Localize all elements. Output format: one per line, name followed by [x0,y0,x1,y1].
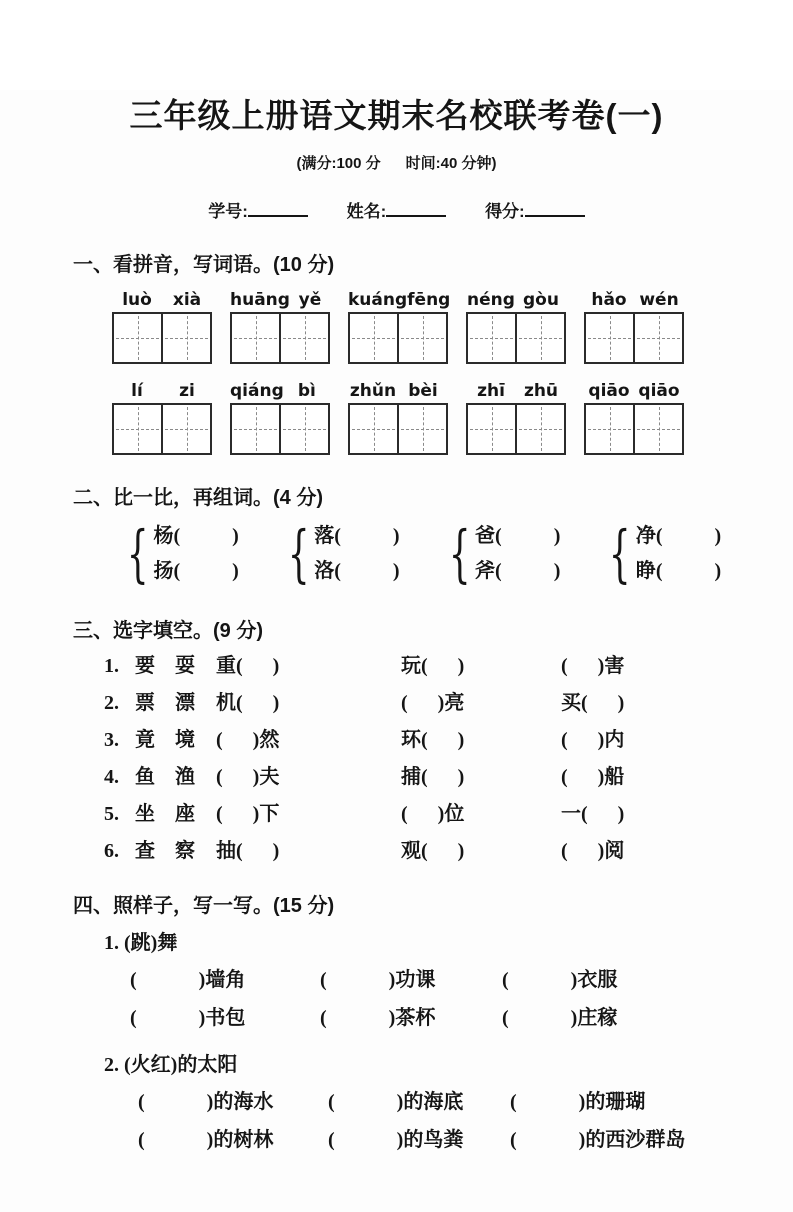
open-paren: ( [581,692,588,714]
pair-top [475,520,560,553]
fill-item [561,839,793,863]
fill-item [216,691,401,715]
close-paren: ) [198,1007,206,1029]
open-paren: ( [510,1091,517,1113]
fill-item [216,802,401,826]
pinyin-group [584,380,684,455]
open-paren: ( [655,560,663,582]
fill-row-4 [104,765,793,789]
close-paren: ) [553,525,561,547]
fill-item [561,802,793,826]
grid-cell[interactable] [515,314,564,362]
pair-bottom [314,555,399,588]
choice-char: 座 [175,803,195,825]
close-paren: ) [206,1129,214,1151]
row-number: 4. [104,766,119,788]
grid-cell[interactable] [232,314,279,362]
example-text: (火红)的太阳 [124,1054,238,1076]
phrase-item [328,1127,510,1154]
choice-char: 鱼 [135,766,155,788]
open-paren: ( [581,803,588,825]
open-paren: ( [502,1007,509,1029]
phrase-word: 墙角 [205,969,246,991]
section3-heading: 三、选字填空。(9 分) [73,620,263,642]
writing-grid[interactable] [348,312,448,364]
phrase-item [130,1005,320,1032]
phrase-row-1 [130,967,793,994]
item-post: 阅 [604,840,625,862]
choice-char: 耍 [175,655,195,677]
pair-column [475,520,560,588]
open-paren: ( [561,840,568,862]
open-paren: ( [495,560,502,582]
item-pre: 捕 [401,766,421,788]
brace-icon: { [448,516,471,590]
close-paren: ) [617,692,625,714]
close-paren: ) [457,840,465,862]
character: 斧 [475,560,496,582]
phrase-word: 的鸟粪 [403,1129,464,1151]
compare-pair [440,516,561,590]
fill-item [561,765,793,789]
open-paren: ( [216,766,223,788]
pinyin-group [348,289,451,364]
open-paren: ( [334,525,341,547]
close-paren: ) [437,803,445,825]
row-number: 2. [104,692,119,714]
open-paren: ( [328,1091,335,1113]
pair-bottom [475,555,560,588]
choice-char: 要 [135,655,155,677]
open-paren: ( [320,1007,327,1029]
phrase-item [320,1005,502,1032]
pinyin-syllable: luò [122,290,152,310]
phrase-row-2 [130,1005,793,1032]
row-number: 1. [104,655,119,677]
brace-icon: { [609,516,631,590]
character: 落 [314,525,335,547]
grid-cell[interactable] [468,405,515,453]
close-paren: ) [578,1129,586,1151]
open-paren: ( [216,803,223,825]
open-paren: ( [561,729,568,751]
open-paren: ( [138,1129,145,1151]
open-paren: ( [328,1129,335,1151]
open-paren: ( [502,969,509,991]
phrase-row-4 [138,1127,793,1154]
pinyin-syllable: zi [179,381,195,401]
pinyin-label [584,380,684,403]
pinyin-syllable: qiáng [230,381,284,401]
open-paren: ( [421,766,428,788]
open-paren: ( [561,766,568,788]
close-paren: ) [388,1007,396,1029]
grid-cell[interactable] [397,405,446,453]
open-paren: ( [138,1091,145,1113]
fill-item [401,654,561,678]
close-paren: ) [457,766,465,788]
writing-grid[interactable] [348,403,448,455]
choice-char: 坐 [135,803,155,825]
item-post: 位 [444,803,465,825]
student-info-row [0,197,793,222]
pinyin-group [466,289,566,364]
pair-column [636,520,721,588]
item-pre: 一 [561,803,581,825]
fill-row-2 [104,691,793,715]
pinyin-group [348,380,448,455]
pinyin-group [584,289,684,364]
writing-grid[interactable] [230,403,330,455]
pair-column [314,520,399,588]
writing-grid[interactable] [466,312,566,364]
open-paren: ( [495,525,502,547]
fill-item [216,654,401,678]
grid-cell[interactable] [279,314,328,362]
item-post: 害 [604,655,625,677]
fill-item [401,802,561,826]
pinyin-label [466,380,566,403]
item-pre: 观 [401,840,421,862]
character: 睁 [635,560,656,582]
close-paren: ) [388,969,396,991]
row-number: 2. [104,1054,119,1076]
grid-cell[interactable] [279,405,328,453]
close-paren: ) [272,655,280,677]
pinyin-syllable: hǎo [591,290,627,310]
pinyin-syllable: néng [467,290,515,310]
pinyin-label [466,289,566,312]
close-paren: ) [232,560,239,582]
writing-grid[interactable] [584,312,684,364]
pinyin-group [230,380,330,455]
pinyin-label [112,380,212,403]
fill-row-1 [104,654,793,678]
open-paren: ( [401,803,408,825]
grid-cell[interactable] [397,314,446,362]
pinyin-label [112,289,212,312]
close-paren: ) [617,803,625,825]
close-paren: ) [392,560,400,582]
grid-cell[interactable] [515,405,564,453]
close-paren: ) [457,729,465,751]
item-pre: 重 [216,655,236,677]
open-paren: ( [236,655,243,677]
pinyin-syllable: yě [298,290,322,310]
student-name-blank[interactable] [386,203,446,217]
pair-top [636,520,721,553]
exam-paper [0,90,793,1212]
example-line-1 [104,930,793,956]
grid-cell[interactable] [161,314,210,362]
choice-char: 查 [135,840,155,862]
pinyin-group [230,289,330,364]
close-paren: ) [206,1091,214,1113]
grid-cell[interactable] [586,314,633,362]
pinyin-syllable: fēng [407,290,451,310]
fill-item [561,654,793,678]
item-pre: 抽 [216,840,236,862]
grid-cell[interactable] [114,314,161,362]
phrase-word: 功课 [395,969,436,991]
writing-grid[interactable] [230,312,330,364]
phrase-item [510,1127,793,1154]
open-paren: ( [236,692,243,714]
phrase-word: 衣服 [577,969,618,991]
pair-top [153,520,238,553]
character: 爸 [475,525,496,547]
row-number: 3. [104,729,119,751]
pinyin-label [348,380,448,403]
pair-column [153,520,238,588]
grid-cell[interactable] [633,405,682,453]
phrase-item [138,1089,328,1116]
close-paren: ) [597,655,605,677]
phrase-word: 的西沙群岛 [585,1129,686,1151]
pinyin-row-2 [112,380,793,455]
score-field [485,202,585,221]
pinyin-syllable: gòu [523,290,559,310]
pinyin-syllable: huāng [230,290,290,310]
brace-icon: { [126,516,149,590]
pinyin-group [466,380,566,455]
close-paren: ) [597,840,605,862]
open-paren: ( [334,560,341,582]
grid-cell[interactable] [232,405,279,453]
pinyin-syllable: bì [297,381,316,401]
close-paren: ) [232,525,239,547]
close-paren: ) [252,766,260,788]
phrase-item [502,1005,793,1032]
fill-row-6 [104,839,793,863]
open-paren: ( [216,729,223,751]
pinyin-row-1 [112,289,793,364]
pinyin-syllable: lí [131,381,143,401]
compare-pair [118,516,239,590]
section1-heading: 一、看拼音，写词语。(10 分) [73,254,335,276]
phrase-word: 茶杯 [395,1007,436,1029]
pinyin-label [584,289,684,312]
fill-row-3 [104,728,793,752]
close-paren: ) [396,1091,404,1113]
pair-bottom [153,555,238,588]
character: 扬 [153,560,174,582]
pinyin-syllable: xià [172,290,202,310]
open-paren: ( [655,525,663,547]
fill-item [401,728,561,752]
phrase-word: 的树林 [213,1129,274,1151]
close-paren: ) [553,560,561,582]
item-post: 夫 [259,766,280,788]
fill-item [401,765,561,789]
writing-grid[interactable] [112,312,212,364]
grid-cell[interactable] [350,405,397,453]
choice-char: 票 [135,692,155,714]
grid-cell[interactable] [586,405,633,453]
grid-cell[interactable] [633,314,682,362]
fill-item [216,765,401,789]
close-paren: ) [396,1129,404,1151]
pinyin-syllable: zhī [477,381,505,401]
pair-bottom [636,555,721,588]
grid-cell[interactable] [468,314,515,362]
fill-item [401,691,561,715]
writing-grid[interactable] [584,403,684,455]
close-paren: ) [272,692,280,714]
open-paren: ( [510,1129,517,1151]
page-title: 三年级上册语文期末名校联考卷(一) [129,97,664,134]
open-paren: ( [130,969,137,991]
example-line-2 [104,1052,793,1078]
character: 净 [635,525,656,547]
item-post: 然 [259,729,280,751]
close-paren: ) [392,525,400,547]
fill-item [561,691,793,715]
pair-top [314,520,399,553]
fill-item [401,839,561,863]
phrase-item [328,1089,510,1116]
item-post: 下 [259,803,280,825]
choice-char: 境 [175,729,195,751]
phrase-word: 的珊瑚 [585,1091,646,1113]
phrase-word: 书包 [205,1007,246,1029]
pinyin-syllable: bèi [408,381,438,401]
grid-cell[interactable] [161,405,210,453]
pinyin-label [348,289,451,312]
phrase-row-3 [138,1089,793,1116]
score-label: 得分: [485,202,525,221]
close-paren: ) [714,560,722,582]
fill-item [561,728,793,752]
pinyin-label [230,380,330,403]
open-paren: ( [320,969,327,991]
item-pre: 买 [561,692,581,714]
phrase-item [130,967,320,994]
row-number: 5. [104,803,119,825]
open-paren: ( [236,840,243,862]
compare-pair [600,516,722,590]
phrase-item [510,1089,793,1116]
close-paren: ) [570,969,578,991]
open-paren: ( [401,692,408,714]
close-paren: ) [714,525,722,547]
item-post: 船 [604,766,625,788]
choice-char: 渔 [175,766,195,788]
student-id-blank[interactable] [248,203,308,217]
open-paren: ( [173,525,181,547]
phrase-item [320,967,502,994]
writing-grid[interactable] [112,403,212,455]
choice-char: 漂 [175,692,195,714]
close-paren: ) [252,803,260,825]
close-paren: ) [198,969,206,991]
close-paren: ) [437,692,445,714]
student-name-field [347,202,447,221]
phrase-word: 的海水 [213,1091,274,1113]
pinyin-syllable: zhū [523,381,559,401]
score-blank[interactable] [525,203,585,217]
fill-row-5 [104,802,793,826]
open-paren: ( [130,1007,137,1029]
pinyin-syllable: zhǔn [349,381,397,401]
item-pre: 机 [216,692,236,714]
pinyin-syllable: kuáng [348,290,408,310]
section4-heading: 四、照样子，写一写。(15 分) [73,895,335,917]
item-pre: 环 [401,729,421,751]
row-number: 6. [104,840,119,862]
open-paren: ( [561,655,568,677]
close-paren: ) [457,655,465,677]
phrase-word: 庄稼 [577,1007,618,1029]
open-paren: ( [421,840,428,862]
grid-cell[interactable] [114,405,161,453]
phrase-word: 的海底 [403,1091,464,1113]
brace-icon: { [287,516,310,590]
pinyin-syllable: qiāo [638,381,680,401]
fill-item [216,839,401,863]
exam-meta: (满分:100 分 时间:40 分钟) [296,155,497,172]
pinyin-syllable: qiāo [588,381,630,401]
student-id-field [208,202,308,221]
close-paren: ) [597,766,605,788]
compare-pair [279,516,400,590]
close-paren: ) [252,729,260,751]
section2-heading: 二、比一比，再组词。(4 分) [73,487,323,509]
grid-cell[interactable] [350,314,397,362]
close-paren: ) [272,840,280,862]
open-paren: ( [421,655,428,677]
phrase-item [138,1127,328,1154]
phrase-item [502,967,793,994]
pinyin-syllable: wén [639,290,679,310]
compare-pairs-row [118,516,793,590]
close-paren: ) [570,1007,578,1029]
character: 洛 [314,560,335,582]
item-post: 亮 [444,692,465,714]
choice-char: 察 [175,840,195,862]
close-paren: ) [578,1091,586,1113]
close-paren: ) [597,729,605,751]
example-text: (跳)舞 [124,932,178,954]
open-paren: ( [421,729,428,751]
writing-grid[interactable] [466,403,566,455]
pinyin-label [230,289,330,312]
pinyin-group [112,289,212,364]
character: 杨 [153,525,174,547]
row-number: 1. [104,932,119,954]
open-paren: ( [173,560,181,582]
student-id-label: 学号: [208,202,248,221]
student-name-label: 姓名: [346,202,387,221]
item-pre: 玩 [401,655,421,677]
item-post: 内 [604,729,625,751]
pinyin-group [112,380,212,455]
choice-char: 竟 [135,729,155,751]
fill-item [216,728,401,752]
